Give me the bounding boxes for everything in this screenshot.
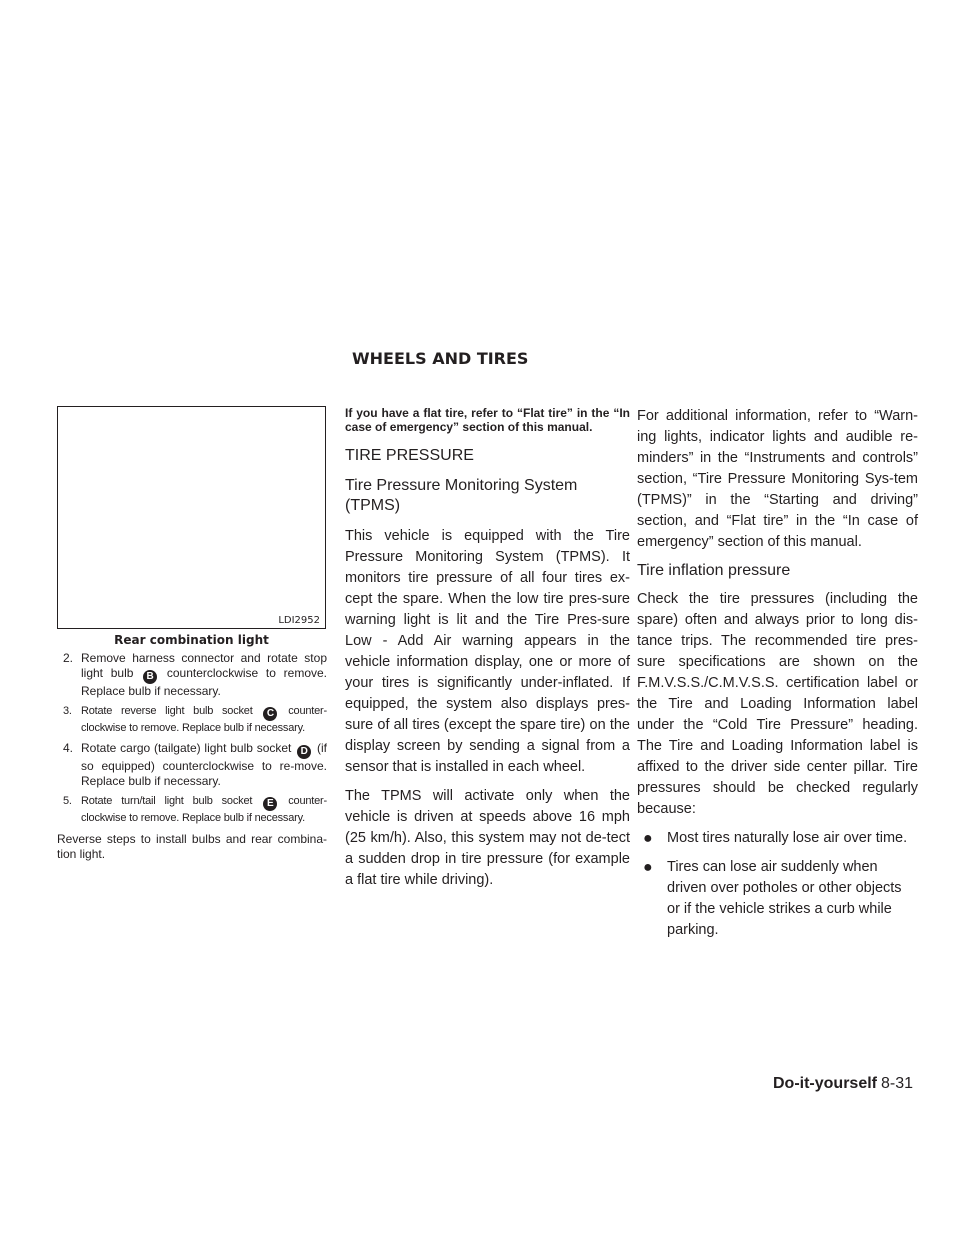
step-2 [57, 651, 327, 699]
step-text: Rotate reverse light bulb socket [81, 705, 253, 717]
step-5 [57, 794, 327, 826]
additional-info-paragraph: For additional information, refer to “Warn-ing lights, indicator lights and audible re-minders” in the “Instruments and controls” section, “Tire Pressure Monitoring Sys-tem (TPMS)” in the “Starting and driving” section, and “Flat tire” in the “In case of emergency” section of this manual. [637, 408, 918, 550]
column-3 [637, 406, 918, 949]
page-footer [773, 1075, 913, 1093]
figure-frame [57, 406, 326, 629]
step-text: Rotate cargo (tailgate) light bulb socket [81, 741, 292, 755]
heading-tire-pressure: TIRE PRESSURE [345, 447, 474, 464]
list-item-text: Most tires naturally lose air over time. [667, 830, 908, 846]
callout-d-icon: D [297, 745, 311, 759]
callout-b-icon: B [143, 670, 157, 684]
tpms-paragraph-1: This vehicle is equipped with the Tire Pressure Monitoring System (TPMS). It monitors tire pressure of all four tires ex-cept the spare. When the low tire pres-sure warning light is lit and the Tire Pres-sure Low - Add Air warning appears in the vehicle information display, one or more of your tires is significantly under-inflated. If equipped, the system also displays pres-sure of all tires (except the spare tire) on the display screen by sending a signal from a sensor that is installed in each wheel. [345, 528, 630, 775]
figure-id: LDI2952 [278, 615, 320, 626]
list-item [637, 857, 918, 941]
step-number: 4. [63, 741, 74, 755]
step-text: (if so equipped) counterclockwise to re-move. Replace bulb if necessary. [81, 741, 327, 788]
step-text: counter-clockwise to remove. Replace bulb if necessary. [81, 705, 327, 734]
flat-tire-note: If you have a flat tire, refer to “Flat tire” in the “In case of emergency” section of this manual. [345, 406, 630, 434]
inflation-paragraph: Check the tire pressures (including the spare) often and always prior to long dis-tance trips. The recommended tire pres-sure specifications are shown on the F.M.V.S.S./C.M.V.S.S. certification label or the Tire and Loading Information label under the “Cold Tire Pressure” heading. The Tire and Loading Information label is affixed to the driver side center pillar. Tire pressures should be checked regularly because: [637, 591, 918, 817]
step-number: 2. [63, 651, 74, 665]
step-number: 3. [63, 705, 72, 717]
reasons-list [637, 828, 918, 941]
figure-caption: Rear combination light [114, 633, 269, 647]
tpms-paragraph-2: The TPMS will activate only when the vehicle is driven at speeds above 16 mph (25 km/h). Also, this system may not de-tect a sudden drop in tire pressure (for example a flat tire while driving). [345, 788, 630, 888]
step-text: counter-clockwise to remove. Replace bulb if necessary. [81, 795, 327, 824]
list-item [637, 828, 918, 849]
step-text: Rotate turn/tail light bulb socket [81, 795, 253, 807]
step-text: Remove harness connector and rotate stop light bulb [81, 651, 327, 680]
column-2 [345, 406, 630, 899]
list-item-text: Tires can lose air suddenly when driven over potholes or other objects or if the vehicle strikes a curb while parking. [667, 859, 902, 938]
step-number: 5. [63, 795, 72, 807]
page-number: 8-31 [881, 1075, 914, 1092]
bullet-icon: ● [643, 859, 653, 876]
subheading-tpms: Tire Pressure Monitoring System (TPMS) [345, 477, 578, 514]
closing-paragraph: Reverse steps to install bulbs and rear combina-tion light. [57, 832, 327, 861]
step-3 [57, 704, 327, 736]
section-title: WHEELS AND TIRES [352, 349, 529, 368]
column-1 [57, 651, 327, 862]
step-text: counterclockwise to remove. Replace bulb if necessary. [81, 666, 327, 698]
subheading-inflation-pressure: Tire inflation pressure [637, 562, 791, 579]
footer-section: Do-it-yourself [773, 1075, 877, 1092]
bullet-icon: ● [643, 830, 653, 847]
callout-c-icon: C [263, 707, 277, 721]
step-4 [57, 741, 327, 789]
callout-e-icon: E [263, 797, 277, 811]
